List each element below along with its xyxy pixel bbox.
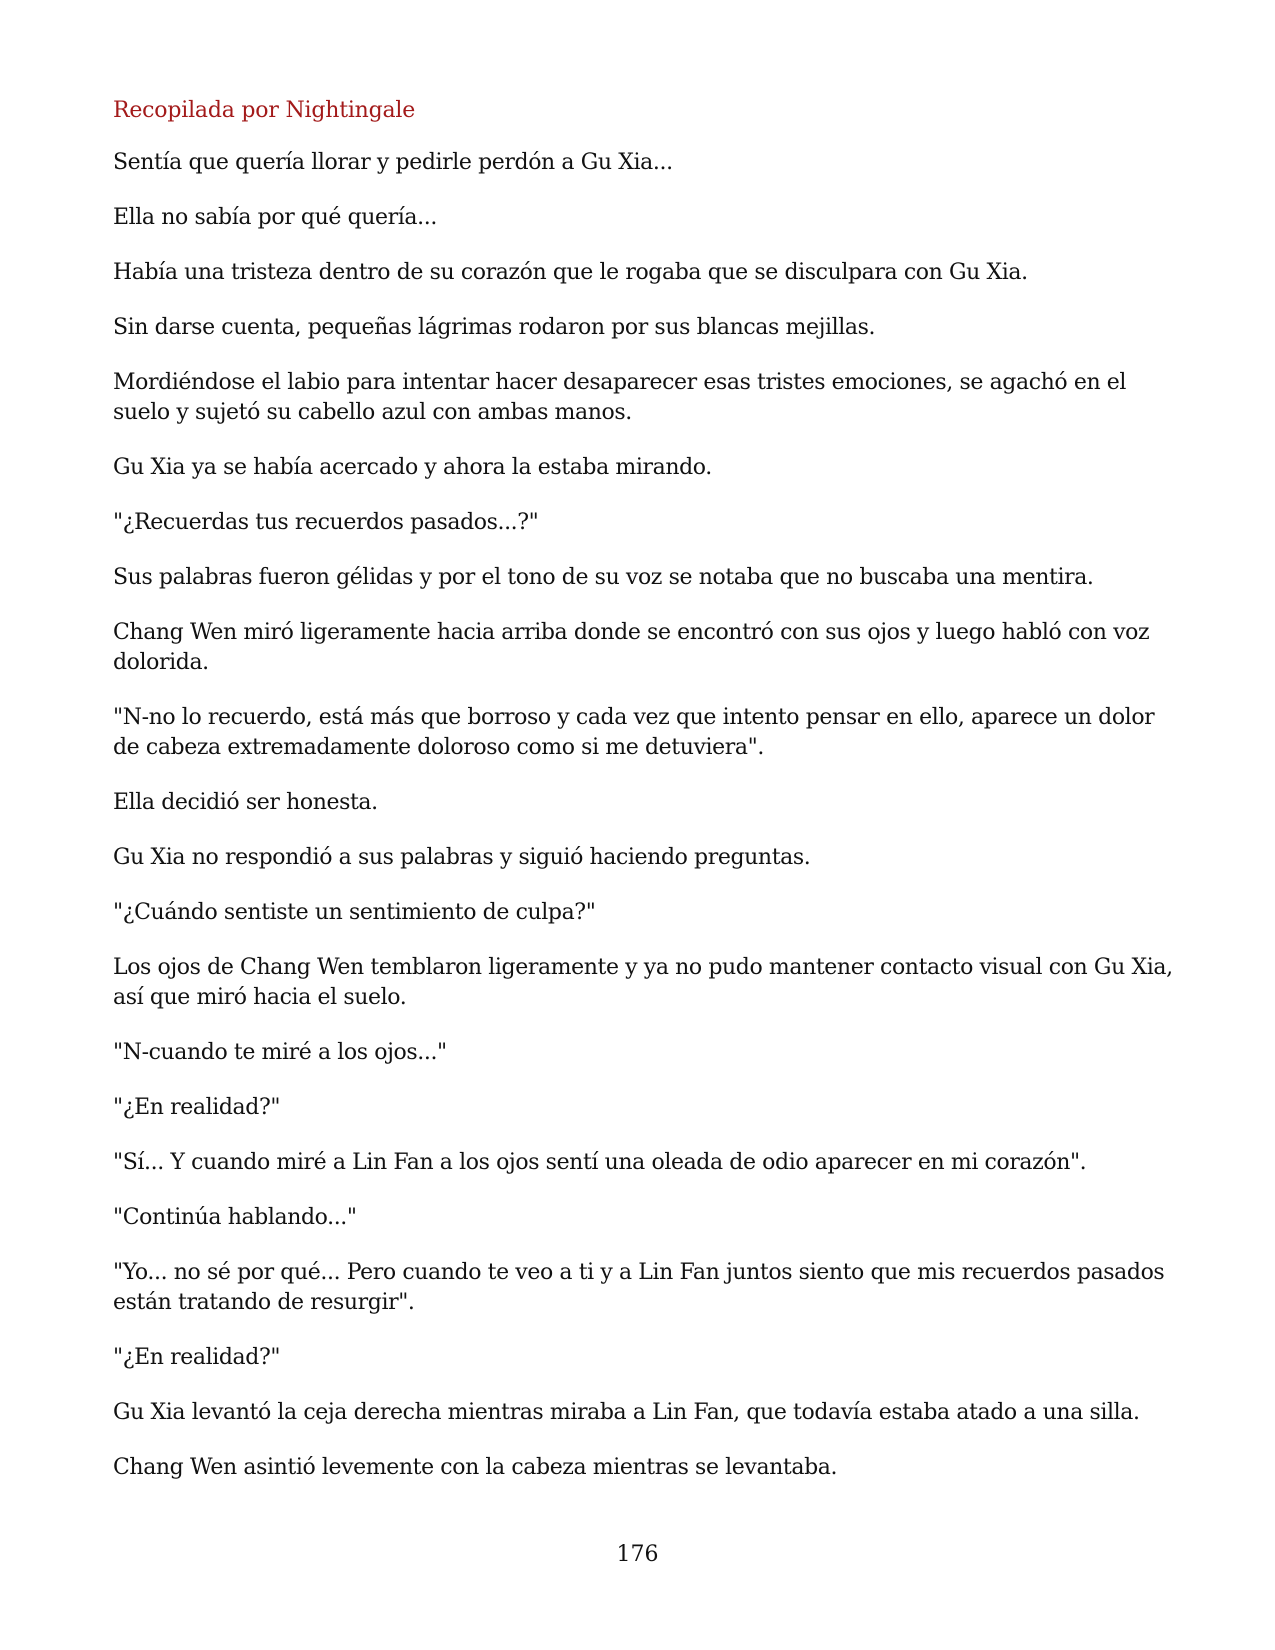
paragraph: Sin darse cuenta, pequeñas lágrimas rodaron por sus blancas mejillas.	[113, 315, 876, 340]
paragraph: "N-cuando te miré a los ojos..."	[113, 1040, 447, 1065]
paragraph: Gu Xia levantó la ceja derecha mientras miraba a Lin Fan, que todavía estaba atado a una silla.	[113, 1400, 1140, 1425]
paragraph: "¿En realidad?"	[113, 1095, 281, 1120]
paragraph: Los ojos de Chang Wen temblaron ligeramente y ya no pudo mantener contacto visual con Gu Xia, así que miró hacia el suelo.	[113, 955, 1173, 1010]
paragraph: Había una tristeza dentro de su corazón que le rogaba que se disculpara con Gu Xia.	[113, 260, 1028, 285]
paragraph: Chang Wen miró ligeramente hacia arriba donde se encontró con sus ojos y luego habló con voz dolorida.	[113, 620, 1150, 675]
paragraph: Gu Xia ya se había acercado y ahora la estaba mirando.	[113, 455, 712, 480]
paragraph: Sus palabras fueron gélidas y por el tono de su voz se notaba que no buscaba una mentira.	[113, 565, 1094, 590]
paragraph: Chang Wen asintió levemente con la cabeza mientras se levantaba.	[113, 1455, 838, 1480]
running-header: Recopilada por Nightingale	[113, 98, 416, 123]
page-number: 176	[616, 1542, 659, 1567]
paragraph: Ella decidió ser honesta.	[113, 790, 378, 815]
paragraph: Gu Xia no respondió a sus palabras y siguió haciendo preguntas.	[113, 845, 811, 870]
paragraph: "Sí... Y cuando miré a Lin Fan a los ojos sentí una oleada de odio aparecer en mi corazón".	[113, 1150, 1087, 1175]
document-body	[113, 96, 1173, 1508]
paragraph: "¿Recuerdas tus recuerdos pasados...?"	[113, 510, 539, 535]
paragraph-list	[113, 148, 1173, 1483]
paragraph: Mordiéndose el labio para intentar hacer desaparecer esas tristes emociones, se agachó en el suelo y sujetó su cabello azul con ambas manos.	[113, 370, 1127, 425]
paragraph: "¿Cuándo sentiste un sentimiento de culpa?"	[113, 900, 596, 925]
paragraph: "Continúa hablando..."	[113, 1205, 357, 1230]
paragraph: Ella no sabía por qué quería...	[113, 205, 437, 230]
paragraph: "Yo... no sé por qué... Pero cuando te veo a ti y a Lin Fan juntos siento que mis recuerdos pasados están tratando de resurgir".	[113, 1260, 1165, 1315]
paragraph: "¿En realidad?"	[113, 1345, 281, 1370]
paragraph: Sentía que quería llorar y pedirle perdón a Gu Xia...	[113, 150, 673, 175]
paragraph: "N-no lo recuerdo, está más que borroso y cada vez que intento pensar en ello, aparece un dolor de cabeza extremadamente doloroso como si me detuviera".	[113, 705, 1155, 760]
